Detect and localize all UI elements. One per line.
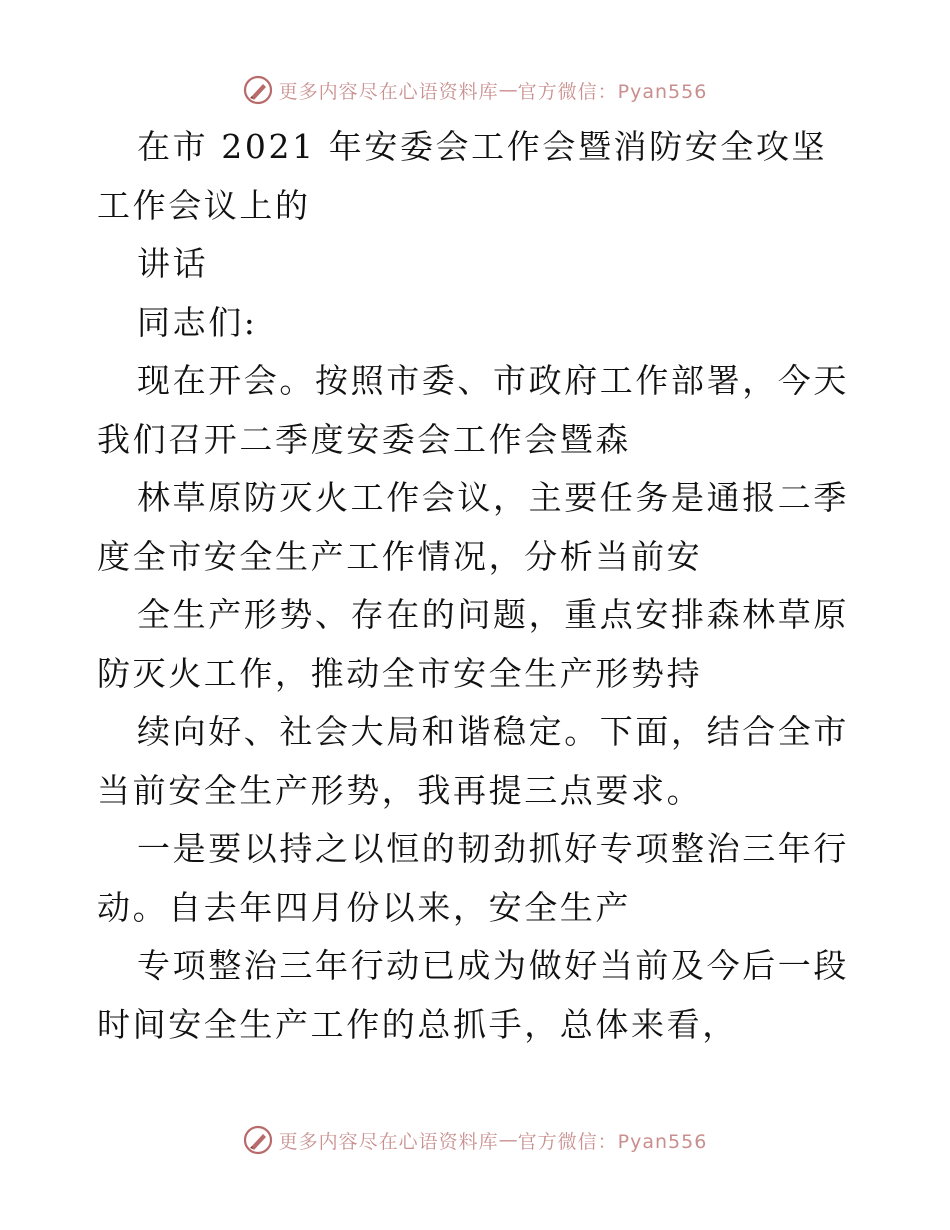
watermark-text: 更多内容尽在心语资料库 — [278, 80, 499, 103]
document-body — [97, 118, 857, 1054]
paragraph: 现在开会。按照市委、市政府工作部署，今天我们召开二季度安委会工作会暨森 — [97, 361, 849, 459]
paragraph-title: 在市 2021 年安委会工作会暨消防安全攻坚工作会议上的 — [97, 127, 828, 225]
paragraph: 一是要以持之以恒的韧劲抓好专项整治三年行动。自去年四月份以来，安全生产 — [97, 829, 849, 927]
pen-logo-icon — [243, 75, 273, 105]
paragraph-salutation: 同志们: — [137, 302, 258, 342]
paragraph: 续向好、社会大局和谐稳定。下面，结合全市当前安全生产形势，我再提三点要求。 — [97, 712, 849, 810]
pen-logo-icon — [243, 1125, 273, 1155]
paragraph-subtitle: 讲话 — [137, 244, 209, 283]
watermark-text: 更多内容尽在心语资料库 — [278, 1130, 499, 1153]
paragraph: 专项整治三年行动已成为做好当前及今后一段时间安全生产工作的总抓手，总体来看， — [97, 946, 849, 1044]
paragraph: 全生产形势、存在的问题，重点安排森林草原防灭火工作，推动全市安全生产形势持 — [97, 595, 849, 693]
watermark-separator: — — [498, 1129, 518, 1151]
watermark-wechat: 官方微信：Pyan556 — [517, 1130, 708, 1153]
watermark-separator: — — [498, 79, 518, 101]
footer-watermark — [0, 1122, 950, 1158]
header-watermark — [0, 72, 950, 108]
paragraph: 林草原防灭火工作会议，主要任务是通报二季度全市安全生产工作情况，分析当前安 — [97, 478, 849, 576]
watermark-wechat: 官方微信：Pyan556 — [517, 80, 708, 103]
